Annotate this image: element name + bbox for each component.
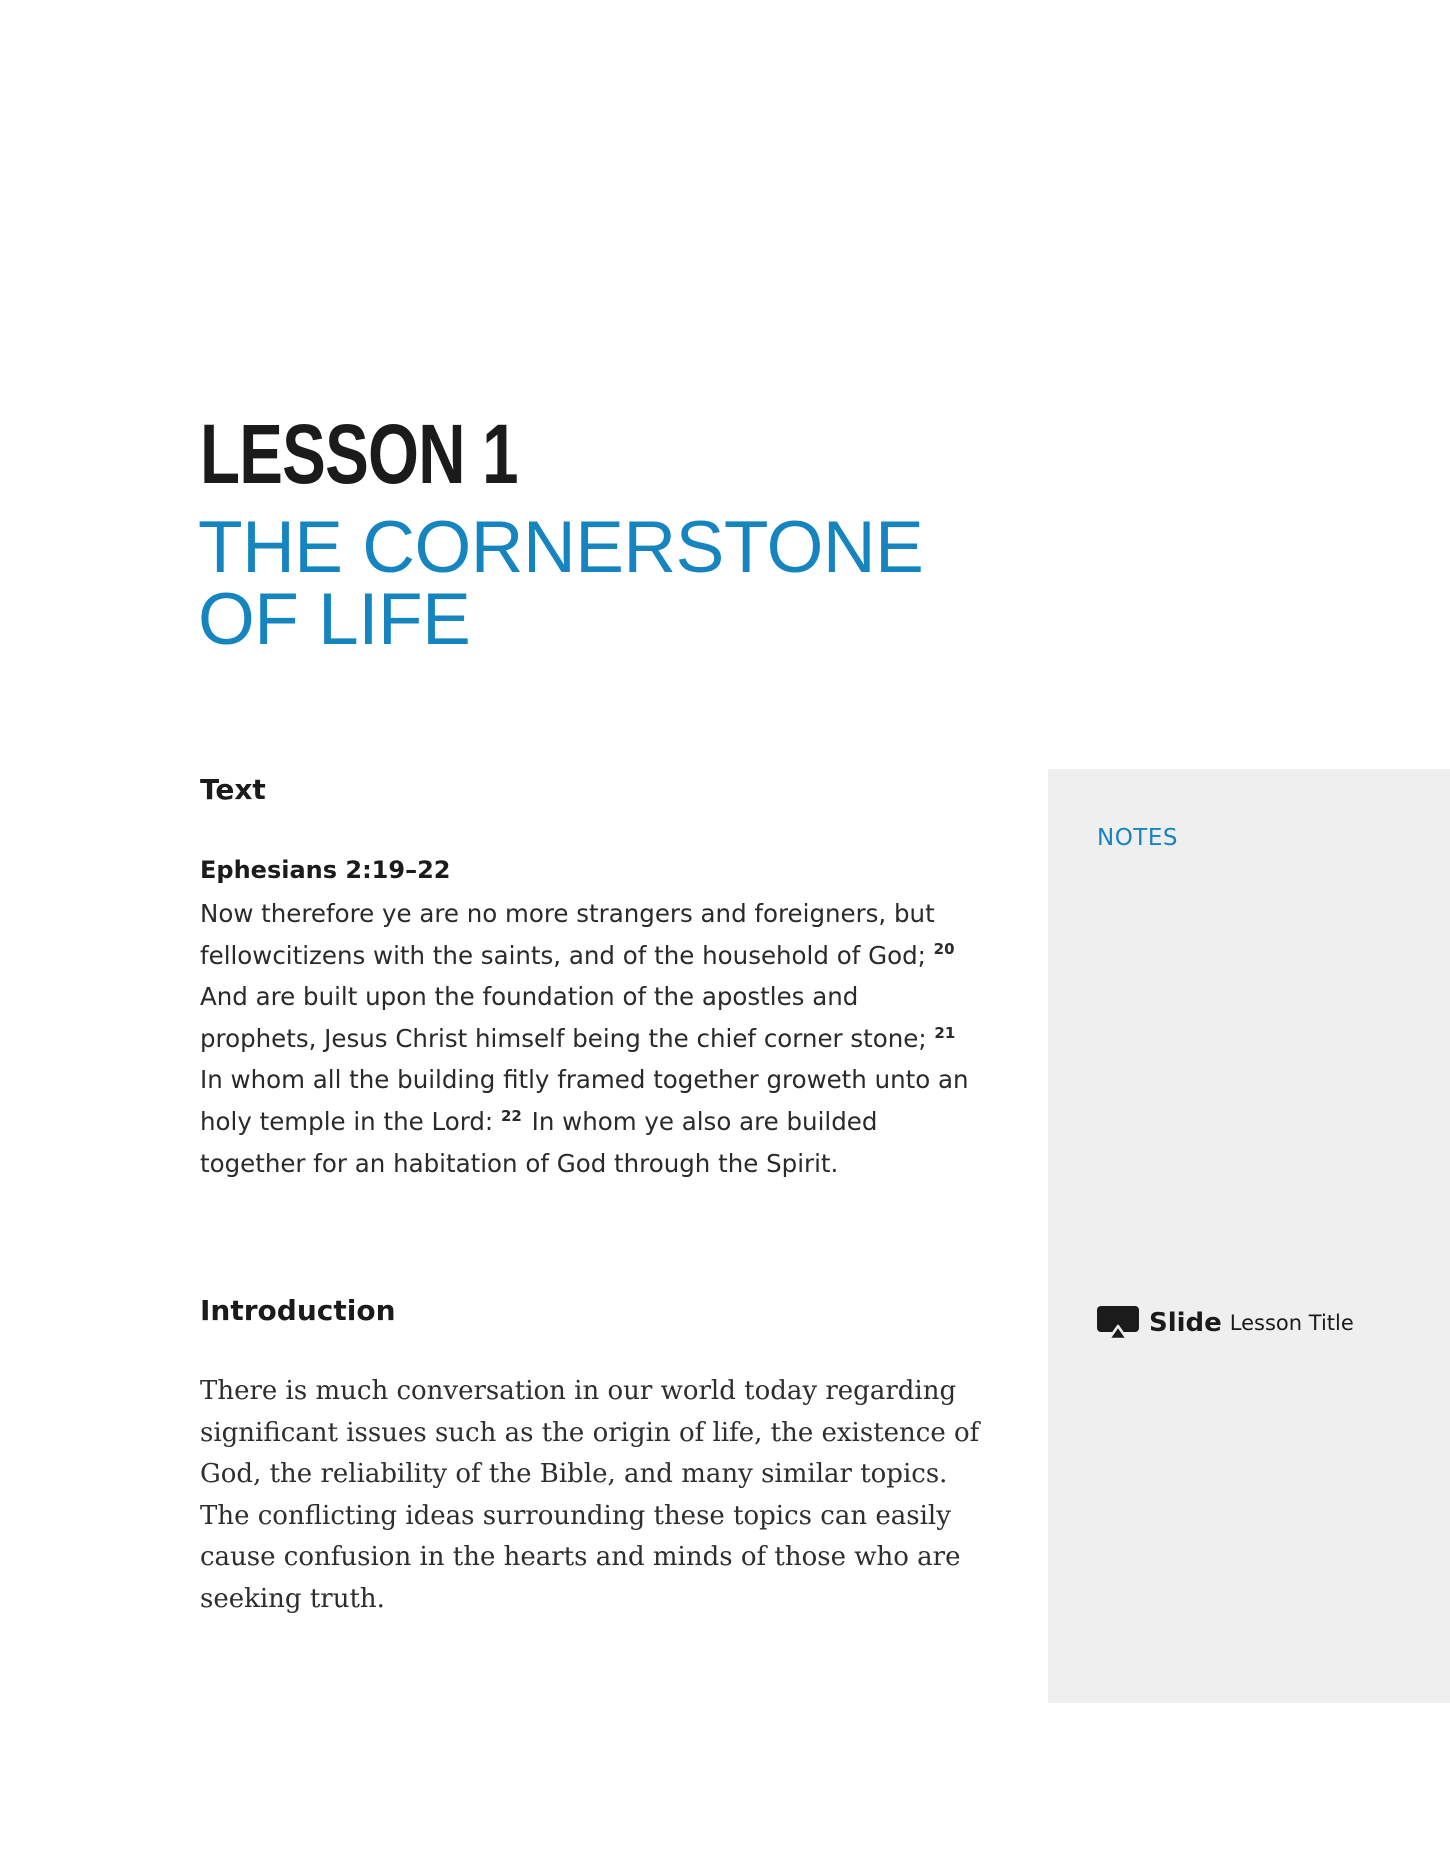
passage-segment: Now therefore ye are no more strangers and foreigners, but fellowcitizens with the saints, and of the household of God;	[200, 899, 935, 970]
notes-panel	[1048, 769, 1450, 1703]
slide-title: Lesson Title	[1229, 1311, 1354, 1335]
introduction-heading: Introduction	[200, 1294, 396, 1327]
projector-screen-icon	[1097, 1306, 1139, 1340]
scripture-reference: Ephesians 2:19–22	[200, 856, 451, 884]
notes-label: NOTES	[1097, 825, 1178, 851]
lesson-title	[198, 507, 958, 660]
verse-number: 21	[934, 1023, 956, 1042]
slide-reference	[1097, 1306, 1354, 1340]
passage-segment: In whom ye also are builded together for an habitation of God through the Spirit.	[200, 1106, 878, 1178]
verse-number: 22	[500, 1106, 522, 1125]
slide-word: Slide	[1149, 1308, 1222, 1338]
passage-segment: And are built upon the foundation of the apostles and prophets, Jesus Christ himself being the chief corner stone;	[200, 982, 935, 1053]
verse-number: 20	[933, 940, 955, 959]
text-section-heading: Text	[200, 773, 266, 806]
lesson-number: LESSON 1	[200, 407, 518, 501]
lesson-title-line-2: OF LIFE	[198, 579, 471, 660]
lesson-title-line-1: THE CORNERSTONE	[198, 507, 924, 588]
introduction-paragraph: There is much conversation in our world today regarding significant issues such as the origin of life, the existence of God, the reliability of the Bible, and many similar topics. The conflicting ideas surrounding these topics can easily cause confusion in the hearts and minds of those who are seeking truth.	[200, 1376, 980, 1614]
passage-segment: In whom all the building fitly framed together groweth unto an holy temple in the Lord:	[200, 1065, 969, 1136]
scripture-passage	[200, 893, 980, 1184]
